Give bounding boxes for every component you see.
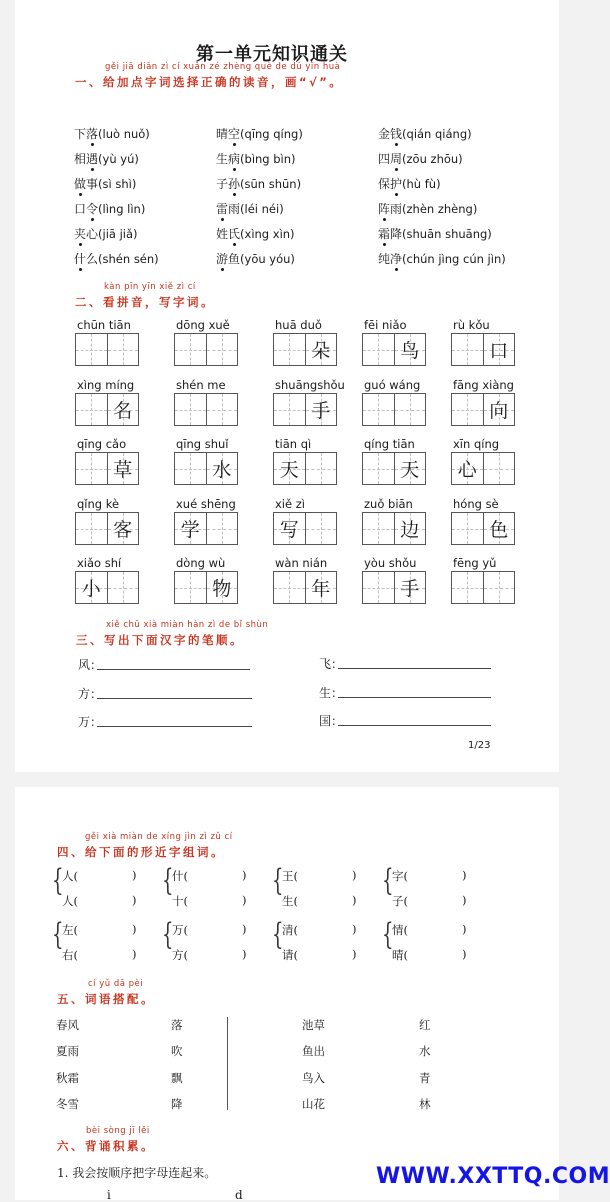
pinyin-options: (yù yú) <box>98 152 139 166</box>
match-word[interactable]: 池草 <box>302 1018 325 1032</box>
tianzige-box[interactable] <box>174 333 238 366</box>
stroke-order-label: 国： <box>319 714 344 728</box>
tianzige-square[interactable] <box>206 334 238 365</box>
dotted-char: 令 <box>86 202 99 216</box>
pair-brace: { <box>382 863 394 898</box>
written-char: 鸟 <box>400 340 420 362</box>
word-suffix: 雨 <box>228 202 241 216</box>
pair-brace: { <box>162 863 174 898</box>
tianzige-box[interactable] <box>362 333 426 366</box>
tianzige-square[interactable] <box>206 572 238 603</box>
tianzige-box[interactable] <box>362 512 426 545</box>
reading-item <box>74 150 139 167</box>
pair-brace: { <box>52 917 64 952</box>
written-char: 水 <box>212 459 232 481</box>
stroke-order-label: 风： <box>78 658 103 672</box>
tianzige-box[interactable] <box>174 571 238 604</box>
tianzige-square[interactable] <box>305 453 337 484</box>
tianzige-square[interactable] <box>76 513 107 544</box>
tianzige-square[interactable] <box>363 572 394 603</box>
section5-divider <box>227 1017 228 1110</box>
close-paren: ) <box>352 922 357 936</box>
close-paren: ) <box>462 868 467 882</box>
tianzige-box[interactable] <box>174 393 238 426</box>
section5-pinyin: cí yǔ dā pèi <box>88 979 144 989</box>
word-suffix: 雨 <box>390 202 403 216</box>
match-word[interactable]: 红 <box>419 1018 431 1032</box>
pinyin-options: (zōu zhōu) <box>402 152 463 166</box>
similar-char: 方( <box>172 948 188 962</box>
tianzige-square[interactable] <box>107 453 139 484</box>
tianzige-square[interactable] <box>452 513 483 544</box>
dotted-char: 护 <box>390 177 403 191</box>
reading-item <box>216 225 295 242</box>
tianzige-square[interactable] <box>107 394 139 425</box>
similar-char: 请( <box>282 948 298 962</box>
reading-item <box>378 200 477 217</box>
reading-item <box>74 175 136 192</box>
match-word[interactable]: 吹 <box>171 1044 183 1058</box>
written-char: 物 <box>212 578 232 600</box>
word-suffix: 鱼 <box>228 252 241 266</box>
cell-pinyin: xiǎo shí <box>77 556 122 570</box>
tianzige-box[interactable] <box>75 452 139 485</box>
close-paren: ) <box>462 947 467 961</box>
pinyin-options: (lìng lìn) <box>98 202 146 216</box>
tianzige-square[interactable] <box>107 572 139 603</box>
tianzige-box[interactable] <box>362 393 426 426</box>
word-prefix: 下 <box>74 127 87 141</box>
stroke-order-label: 生： <box>319 686 344 700</box>
dotted-char: 游 <box>216 252 229 266</box>
written-char: 年 <box>311 578 331 600</box>
tianzige-square[interactable] <box>452 334 483 365</box>
match-word[interactable]: 春风 <box>56 1018 79 1032</box>
cell-pinyin: dòng wù <box>176 556 226 570</box>
tianzige-square[interactable] <box>452 453 483 484</box>
stroke-order-label: 飞： <box>319 657 344 671</box>
section6-letter-d: d <box>235 1188 243 1202</box>
stroke-order-label: 万： <box>78 715 103 729</box>
written-char: 向 <box>489 400 509 422</box>
written-char: 口 <box>489 340 509 362</box>
close-paren: ) <box>242 868 247 882</box>
tianzige-square[interactable] <box>305 334 337 365</box>
tianzige-box[interactable] <box>174 512 238 545</box>
section3-pinyin: xiě chū xià miàn hàn zì de bǐ shùn <box>106 620 269 630</box>
match-word[interactable]: 山花 <box>302 1097 325 1111</box>
word-prefix: 金 <box>378 127 391 141</box>
tianzige-box[interactable] <box>451 571 515 604</box>
reading-item <box>378 225 492 242</box>
cell-pinyin: yòu shǒu <box>364 556 417 570</box>
reading-item <box>378 150 463 167</box>
pinyin-options: (luò nuǒ) <box>98 127 150 141</box>
tianzige-box[interactable] <box>362 452 426 485</box>
tianzige-box[interactable] <box>273 571 337 604</box>
reading-item <box>216 150 296 167</box>
tianzige-square[interactable] <box>76 572 107 603</box>
stroke-order-answer-line[interactable] <box>97 698 252 699</box>
tianzige-box[interactable] <box>75 393 139 426</box>
written-char: 边 <box>400 519 420 541</box>
written-char: 手 <box>311 400 331 422</box>
dotted-char: 钱 <box>390 127 403 141</box>
tianzige-square[interactable] <box>394 334 426 365</box>
reading-item <box>216 200 284 217</box>
word-prefix: 四 <box>378 152 391 166</box>
dotted-char: 阵 <box>378 202 391 216</box>
dotted-char: 落 <box>86 127 99 141</box>
similar-char: 人( <box>62 894 78 908</box>
cell-pinyin: qīng shuǐ <box>176 437 229 451</box>
written-char: 心 <box>457 459 477 481</box>
cell-pinyin: shuāngshǒu <box>275 378 345 392</box>
tianzige-square[interactable] <box>483 334 515 365</box>
pinyin-options: (bìng bìn) <box>240 152 296 166</box>
similar-char: 十( <box>172 894 188 908</box>
tianzige-square[interactable] <box>394 572 426 603</box>
close-paren: ) <box>462 893 467 907</box>
cell-pinyin: chūn tiān <box>77 318 131 332</box>
dotted-char: 夹 <box>74 227 87 241</box>
tianzige-square[interactable] <box>175 572 206 603</box>
cell-pinyin: guó wáng <box>364 378 421 392</box>
written-char: 朵 <box>311 340 331 362</box>
stroke-order-label: 方： <box>78 687 103 701</box>
cell-pinyin: qīng cǎo <box>77 437 127 451</box>
dotted-char: 氏 <box>228 227 241 241</box>
written-char: 写 <box>279 519 299 541</box>
dotted-char: 周 <box>390 152 403 166</box>
reading-item <box>74 250 159 267</box>
tianzige-box[interactable] <box>451 393 515 426</box>
dotted-char: 霜 <box>378 227 391 241</box>
cell-pinyin: xué shēng <box>176 497 236 511</box>
tianzige-square[interactable] <box>452 572 483 603</box>
tianzige-square[interactable] <box>76 334 107 365</box>
pair-brace: { <box>52 863 64 898</box>
word-suffix: 么 <box>86 252 99 266</box>
tianzige-square[interactable] <box>394 513 426 544</box>
tianzige-square[interactable] <box>363 334 394 365</box>
stroke-order-answer-line[interactable] <box>97 669 250 670</box>
stroke-order-answer-line[interactable] <box>338 697 491 698</box>
word-prefix: 姓 <box>216 227 229 241</box>
written-char: 草 <box>113 459 133 481</box>
cell-pinyin: shén me <box>176 378 226 392</box>
close-paren: ) <box>352 893 357 907</box>
dotted-char: 净 <box>390 252 403 266</box>
tianzige-box[interactable] <box>273 393 337 426</box>
tianzige-box[interactable] <box>451 512 515 545</box>
similar-char: 情( <box>392 923 408 937</box>
tianzige-square[interactable] <box>483 394 515 425</box>
tianzige-square[interactable] <box>483 453 515 484</box>
tianzige-square[interactable] <box>483 572 515 603</box>
cell-pinyin: zuǒ biān <box>364 497 413 511</box>
similar-char: 右( <box>62 948 78 962</box>
page-number: 1/23 <box>468 740 491 751</box>
cell-pinyin: fēng yǔ <box>453 556 497 570</box>
written-char: 客 <box>113 519 133 541</box>
pair-brace: { <box>272 863 284 898</box>
word-prefix: 子 <box>216 177 229 191</box>
section4-pinyin: gěi xià miàn de xíng jìn zì zǔ cí <box>85 832 233 842</box>
section6-question1: 1. 我会按顺序把字母连起来。 <box>57 1166 217 1180</box>
section3-heading: 三、写出下面汉字的笔顺。 <box>76 633 244 647</box>
tianzige-box[interactable] <box>273 452 337 485</box>
close-paren: ) <box>242 922 247 936</box>
tianzige-box[interactable] <box>174 452 238 485</box>
close-paren: ) <box>462 922 467 936</box>
section2-pinyin: kàn pīn yīn xiě zì cí <box>104 282 196 292</box>
tianzige-square[interactable] <box>394 394 426 425</box>
cell-pinyin: qíng tiān <box>364 437 415 451</box>
close-paren: ) <box>352 868 357 882</box>
pinyin-options: (léi néi) <box>240 202 284 216</box>
close-paren: ) <box>132 893 137 907</box>
section2-heading: 二、看拼音，写字词。 <box>75 295 215 309</box>
pinyin-options: (shuān shuāng) <box>402 227 492 241</box>
similar-char: 什( <box>172 869 188 883</box>
cell-pinyin: fāng xiàng <box>453 378 514 392</box>
written-char: 名 <box>113 400 133 422</box>
cell-pinyin: huā duǒ <box>275 318 322 332</box>
match-word[interactable]: 青 <box>419 1071 431 1085</box>
match-word[interactable]: 降 <box>171 1097 183 1111</box>
cell-pinyin: dōng xuě <box>176 318 230 332</box>
close-paren: ) <box>242 893 247 907</box>
word-prefix: 相 <box>74 152 87 166</box>
written-char: 天 <box>400 459 420 481</box>
tianzige-square[interactable] <box>76 453 107 484</box>
close-paren: ) <box>242 947 247 961</box>
written-char: 色 <box>489 519 509 541</box>
reading-item <box>216 250 295 267</box>
tianzige-square[interactable] <box>107 334 139 365</box>
written-char: 天 <box>279 459 299 481</box>
match-word[interactable]: 落 <box>171 1018 183 1032</box>
cell-pinyin: wàn nián <box>275 556 328 570</box>
tianzige-square[interactable] <box>206 513 238 544</box>
pinyin-options: (shén sén) <box>98 252 159 266</box>
match-word[interactable]: 秋霜 <box>56 1071 79 1085</box>
similar-char: 生( <box>282 894 298 908</box>
cell-pinyin: tiān qì <box>275 437 312 451</box>
dotted-char: 遇 <box>86 152 99 166</box>
close-paren: ) <box>132 868 137 882</box>
word-suffix: 事 <box>86 177 99 191</box>
pinyin-options: (qīng qíng) <box>240 127 303 141</box>
word-suffix: 心 <box>86 227 99 241</box>
cell-pinyin: xìng míng <box>77 378 135 392</box>
dotted-char: 什 <box>74 252 87 266</box>
word-suffix: 降 <box>390 227 403 241</box>
stroke-order-answer-line[interactable] <box>338 725 491 726</box>
match-word[interactable]: 鱼出 <box>302 1044 325 1058</box>
tianzige-square[interactable] <box>175 334 206 365</box>
section6-pinyin: bèi sòng jī lěi <box>86 1126 150 1136</box>
cell-pinyin: fēi niǎo <box>364 318 407 332</box>
pair-brace: { <box>382 917 394 952</box>
close-paren: ) <box>132 922 137 936</box>
tianzige-square[interactable] <box>305 513 337 544</box>
dotted-char: 做 <box>74 177 87 191</box>
pinyin-options: (yōu yóu) <box>240 252 295 266</box>
reading-item <box>378 250 506 267</box>
word-prefix: 纯 <box>378 252 391 266</box>
pinyin-options: (chún jìng cún jìn) <box>402 252 506 266</box>
similar-char: 清( <box>282 923 298 937</box>
tianzige-box[interactable] <box>75 571 139 604</box>
match-word[interactable]: 冬雪 <box>56 1097 79 1111</box>
match-word[interactable]: 飘 <box>171 1071 183 1085</box>
tianzige-square[interactable] <box>274 394 305 425</box>
tianzige-square[interactable] <box>175 453 206 484</box>
reading-item <box>74 200 145 217</box>
close-paren: ) <box>132 947 137 961</box>
watermark: WWW.XXTTQ.COM <box>376 1164 610 1189</box>
match-word[interactable]: 夏雨 <box>56 1044 79 1058</box>
reading-item <box>74 225 138 242</box>
cell-pinyin: rù kǒu <box>453 318 490 332</box>
reading-item <box>378 125 472 142</box>
dotted-char: 孙 <box>228 177 241 191</box>
written-char: 学 <box>180 519 200 541</box>
tianzige-square[interactable] <box>274 334 305 365</box>
stroke-order-answer-line[interactable] <box>97 726 252 727</box>
tianzige-square[interactable] <box>107 513 139 544</box>
tianzige-square[interactable] <box>363 513 394 544</box>
section6-heading: 六、背诵积累。 <box>57 1139 155 1153</box>
match-word[interactable]: 鸟入 <box>302 1071 325 1085</box>
written-char: 小 <box>81 578 101 600</box>
cell-pinyin: xiě zì <box>275 497 305 511</box>
dotted-char: 空 <box>228 127 241 141</box>
pair-brace: { <box>162 917 174 952</box>
tianzige-square[interactable] <box>483 513 515 544</box>
similar-char: 王( <box>282 869 298 883</box>
tianzige-square[interactable] <box>274 572 305 603</box>
tianzige-box[interactable] <box>273 333 337 366</box>
tianzige-square[interactable] <box>175 394 206 425</box>
cell-pinyin: xīn qíng <box>453 437 500 451</box>
tianzige-square[interactable] <box>305 394 337 425</box>
written-char: 手 <box>400 578 420 600</box>
similar-char: 左( <box>62 923 78 937</box>
tianzige-box[interactable] <box>75 512 139 545</box>
tianzige-box[interactable] <box>362 571 426 604</box>
word-prefix: 晴 <box>216 127 229 141</box>
word-prefix: 保 <box>378 177 391 191</box>
tianzige-box[interactable] <box>451 333 515 366</box>
close-paren: ) <box>352 947 357 961</box>
tianzige-box[interactable] <box>273 512 337 545</box>
dotted-char: 雷 <box>216 202 229 216</box>
pinyin-options: (sì shì) <box>98 177 137 191</box>
stroke-order-answer-line[interactable] <box>338 668 491 669</box>
cell-pinyin: hóng sè <box>453 497 499 511</box>
reading-item <box>216 125 303 142</box>
tianzige-square[interactable] <box>274 453 305 484</box>
cell-pinyin: qǐng kè <box>77 497 120 511</box>
similar-char: 子( <box>392 894 408 908</box>
section5-heading: 五、词语搭配。 <box>57 992 155 1006</box>
worksheet-title: 第一单元知识通关 <box>196 44 348 65</box>
tianzige-square[interactable] <box>175 513 206 544</box>
word-prefix: 口 <box>74 202 87 216</box>
section1-heading: 一、给加点字词选择正确的读音，画“√”。 <box>75 75 344 89</box>
pinyin-options: (hù fù) <box>402 177 441 191</box>
section4-heading: 四、给下面的形近字组词。 <box>57 845 225 859</box>
tianzige-square[interactable] <box>363 394 394 425</box>
tianzige-square[interactable] <box>452 394 483 425</box>
similar-char: 人( <box>62 869 78 883</box>
similar-char: 字( <box>392 869 408 883</box>
pinyin-options: (xìng xìn) <box>240 227 295 241</box>
reading-item <box>216 175 301 192</box>
pinyin-options: (qián qiáng) <box>402 127 472 141</box>
dotted-char: 病 <box>228 152 241 166</box>
tianzige-box[interactable] <box>451 452 515 485</box>
similar-char: 万( <box>172 923 188 937</box>
pair-brace: { <box>272 917 284 952</box>
tianzige-square[interactable] <box>76 394 107 425</box>
match-word[interactable]: 林 <box>419 1097 431 1111</box>
similar-char: 晴( <box>392 948 408 962</box>
tianzige-square[interactable] <box>274 513 305 544</box>
pinyin-options: (jiā jiǎ) <box>98 227 138 241</box>
section6-letter-i: i <box>107 1188 111 1202</box>
tianzige-square[interactable] <box>206 394 238 425</box>
reading-item <box>74 125 150 142</box>
word-prefix: 生 <box>216 152 229 166</box>
pinyin-options: (sūn shūn) <box>240 177 302 191</box>
tianzige-square[interactable] <box>394 453 426 484</box>
tianzige-box[interactable] <box>75 333 139 366</box>
match-word[interactable]: 水 <box>419 1044 431 1058</box>
section1-pinyin: gěi jiā diǎn zì cí xuǎn zé zhèng què de dú yīn huà <box>105 62 341 72</box>
reading-item <box>378 175 441 192</box>
tianzige-square[interactable] <box>305 572 337 603</box>
tianzige-square[interactable] <box>363 453 394 484</box>
pinyin-options: (zhèn zhèng) <box>402 202 478 216</box>
tianzige-square[interactable] <box>206 453 238 484</box>
